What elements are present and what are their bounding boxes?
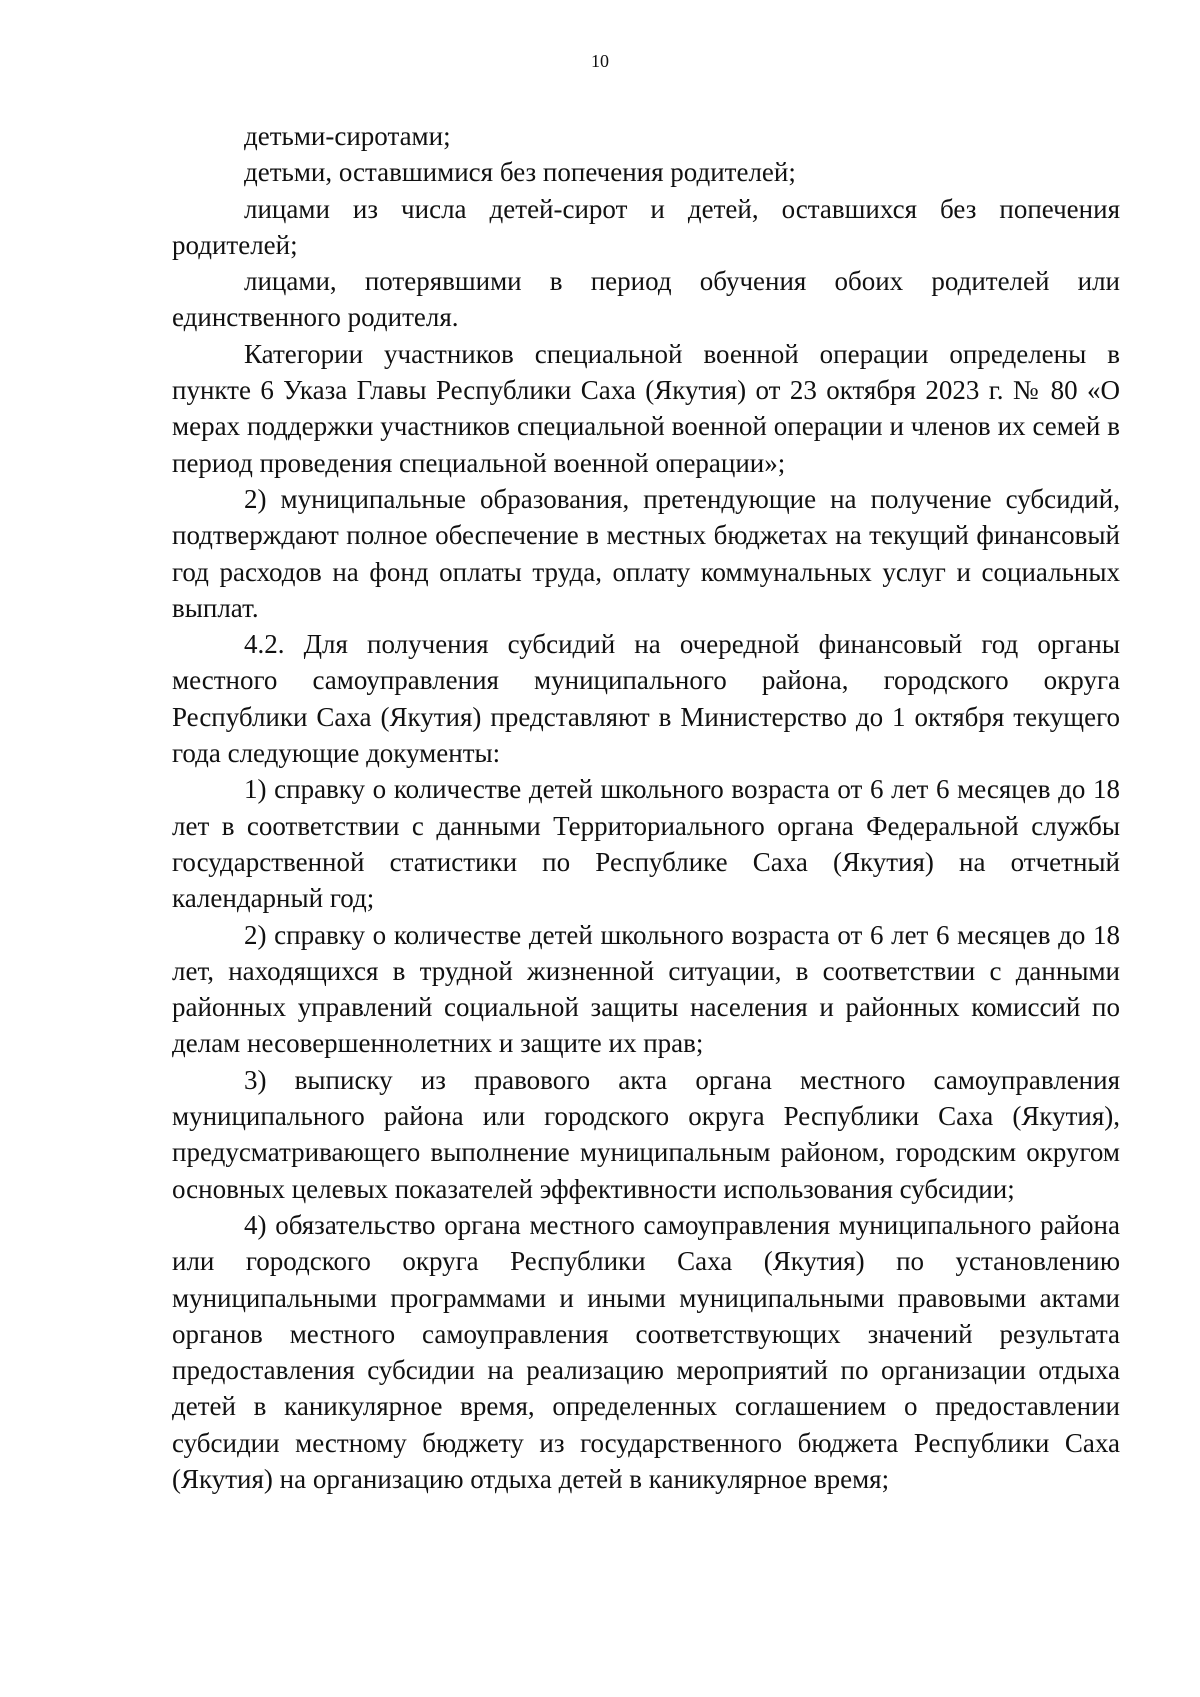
document-body	[172, 118, 1120, 1497]
page-number: 10	[591, 51, 609, 71]
paragraph-item-2-certificate: 2) справку о количестве детей школьного возраста от 6 лет 6 месяцев до 18 лет, находящихся в трудной жизненной ситуации, в соответствии с данными районных управлений социальной защиты населения и районных комиссий по делам несовершеннолетних и защите их прав;	[172, 919, 1120, 1059]
paragraph-item-3-extract: 3) выписку из правового акта органа местного самоуправления муниципального района или городского округа Республики Саха (Якутия), предусматривающего выполнение муниципальным районом, городским округом основных целевых показателей эффективности использования субсидии;	[172, 1064, 1120, 1204]
paragraph-orphans: детьми-сиротами;	[244, 121, 451, 151]
paragraph-item-1-certificate: 1) справку о количестве детей школьного возраста от 6 лет 6 месяцев до 18 лет в соответствии с данными Территориального органа Федеральной службы государственной статистики по Республике Саха (Якутия) на отчетный календарный год;	[172, 774, 1120, 914]
paragraph-section-4-2: 4.2. Для получения субсидий на очередной финансовый год органы местного самоуправления муниципального района, городского округа Республики Саха (Якутия) представляют в Министерство до 1 октября текущего года следующие документы:	[172, 629, 1120, 769]
paragraph-svo-categories: Категории участников специальной военной операции определены в пункте 6 Указа Главы Республики Саха (Якутия) от 23 октября 2023 г. № 80 «О мерах поддержки участников специальной военной операции и членов их семей в период проведения специальной военной операции»;	[172, 338, 1120, 478]
paragraph-persons-from-orphans: лицами из числа детей-сирот и детей, оставшихся без попечения родителей;	[172, 193, 1120, 260]
paragraph-children-without-care: детьми, оставшимися без попечения родителей;	[244, 157, 796, 188]
paragraph-municipal-formations: 2) муниципальные образования, претендующие на получение субсидий, подтверждают полное обеспечение в местных бюджетах на текущий финансовый год расходов на фонд оплаты труда, оплату коммунальных услуг и социальных выплат.	[172, 483, 1120, 623]
paragraph-item-4-obligation: 4) обязательство органа местного самоуправления муниципального района или городского округа Республики Саха (Якутия) по установлению муниципальными программами и иными муниципальными правовыми актами органов местного самоуправления соответствующих значений результата предоставления субсидии на реализацию мероприятий по организации отдыха детей в каникулярное время, определенных соглашением о предоставлении субсидии местному бюджету из государственного бюджета Республики Саха (Якутия) на организацию отдыха детей в каникулярное время;	[172, 1209, 1120, 1494]
paragraph-lost-parents: лицами, потерявшими в период обучения обоих родителей или единственного родителя.	[172, 266, 1120, 333]
